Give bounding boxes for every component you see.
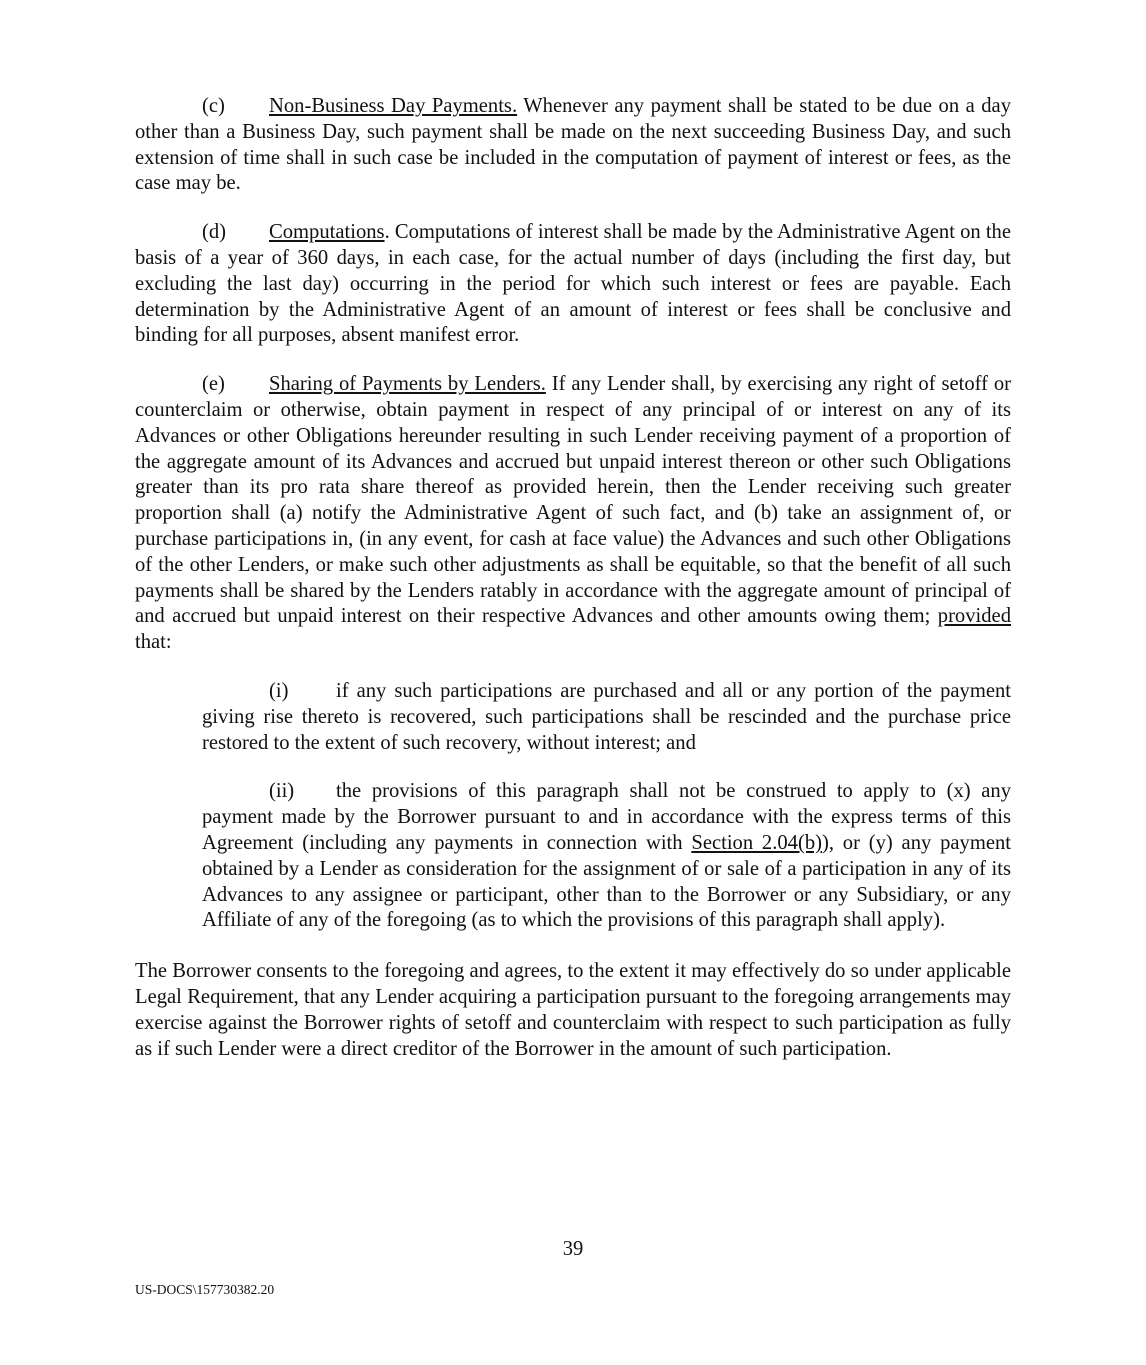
subsection-ii: [202, 779, 1011, 934]
subsection-text: if any such participations are purchased and all or any portion of the payment giving rise thereto is recovered, such participations shall be rescinded and the purchase price restored to the extent of such recovery, without interest; and: [202, 679, 1011, 754]
section-text-tail: that:: [135, 631, 172, 654]
subsection-text-tail: ), or (y) any payment obtained by a Lender as consideration for the assignment of or sale of a participation in any of its Advances to any assignee or participant, other than to the Borrower or any Subsidiary, or any Affiliate of any of the foregoing (as to which the provisions of this paragraph shall apply).: [202, 831, 1011, 932]
section-number: (c): [202, 95, 225, 117]
section-number: (e): [202, 373, 225, 396]
section-heading: Non-Business Day Payments.: [269, 95, 518, 117]
page-number: 39: [562, 1238, 584, 1260]
section-c: [135, 94, 1011, 197]
section-reference-link: Section 2.04(b): [691, 831, 822, 854]
closing-paragraph: The Borrower consents to the foregoing and agrees, to the extent it may effectively do so under applicable Legal Requirement, that any Lender acquiring a participation pursuant to the foregoing arrangements may exercise against the Borrower rights of setoff and counterclaim with respect to such participation as fully as if such Lender were a direct creditor of the Borrower in the amount of such participation.: [135, 960, 1011, 1060]
section-number: (d): [202, 221, 227, 244]
document-id: US-DOCS\157730382.20: [135, 1282, 275, 1297]
section-text: If any Lender shall, by exercising any right of setoff or counterclaim or otherwise, obtain payment in respect of any principal of or interest on any of its Advances or other Obligations hereunder resulting in such Lender receiving payment of a proportion of the aggregate amount of its Advances and accrued but unpaid interest thereon or other such Obligations greater than its pro rata share thereof as provided herein, then the Lender receiving such greater proportion shall (a) notify the Administrative Agent of such fact, and (b) take an assignment of, or purchase participations in, (in any event, for cash at face value) the Advances and such other Obligations of the other Lenders, or make such other adjustments as shall be equitable, so that the benefit of all such payments shall be shared by the Lenders ratably in accordance with the aggregate amount of principal of and accrued but unpaid interest on their respective Advances and other amounts owing them;: [135, 373, 1011, 628]
document-body: [135, 94, 1011, 1062]
section-heading: Computations: [269, 221, 385, 244]
section-text: . Computations of interest shall be made by the Administrative Agent on the basis of a year of 360 days, in each case, for the actual number of days (including the first day, but excluding the last day) occurring in the period for which such interest or fees are payable. Each determination by the Administrative Agent of an amount of interest or fees shall be conclusive and binding for all purposes, absent manifest error.: [135, 221, 1011, 347]
provided-term: provided: [937, 605, 1011, 628]
subsection-number: (ii): [269, 780, 295, 803]
subsection-number: (i): [269, 679, 289, 702]
section-text: Whenever any payment shall be stated to be due on a day other than a Business Day, such payment shall be made on the next succeeding Business Day, and such extension of time shall in such case be included in the computation of payment of interest or fees, as the case may be.: [135, 95, 1011, 195]
section-heading: Sharing of Payments by Lenders.: [269, 373, 546, 396]
section-d: [135, 220, 1011, 349]
subsection-i: [202, 679, 1011, 756]
section-e: [135, 372, 1011, 656]
subsection-text: the provisions of this paragraph shall not be construed to apply to (x) any payment made by the Borrower pursuant to and in accordance with the express terms of this Agreement (including any payments in connection with: [202, 780, 1011, 854]
